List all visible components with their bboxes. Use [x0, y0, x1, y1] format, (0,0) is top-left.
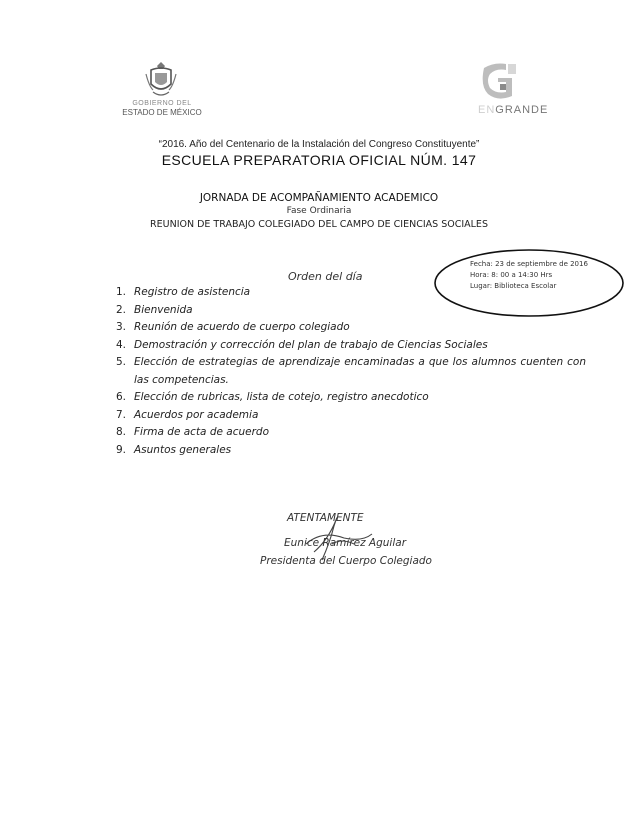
jornada-title: JORNADA DE ACOMPAÑAMIENTO ACADEMICO [199, 192, 439, 204]
state-crest-icon [143, 60, 179, 100]
brand-wordmark [478, 104, 548, 116]
agenda-list [116, 284, 586, 459]
info-fecha: Fecha: 23 de septiembre de 2016 [470, 260, 588, 268]
signer-name: Eunice Ramírez Aguilar [284, 537, 407, 549]
agenda-item: 7. Acuerdos por academia [116, 408, 259, 421]
fase-subtitle: Fase Ordinaria [286, 206, 352, 216]
agenda-item: 5. Elección de estrategias de aprendizaje encaminadas a que los alumnos cuenten con las competencias. [116, 356, 586, 386]
info-lugar: Lugar: Biblioteca Escolar [470, 282, 557, 290]
agenda-item: 2. Bienvenida [116, 303, 193, 316]
info-hora: Hora: 8: 00 a 14:30 Hrs [470, 271, 553, 279]
motto: “2016. Año del Centenario de la Instalación del Congreso Constituyente” [158, 139, 480, 150]
closing-atentamente: ATENTAMENTE [287, 512, 364, 524]
agenda-item: 4. Demostración y corrección del plan de trabajo de Ciencias Sociales [116, 338, 488, 351]
signer-role: Presidenta del Cuerpo Colegiado [260, 555, 432, 567]
gov-line2: ESTADO DE MÉXICO [122, 108, 202, 117]
agenda-item: 9. Asuntos generales [116, 443, 232, 456]
g-logo-icon [480, 60, 520, 102]
agenda-item: 1. Registro de asistencia [116, 286, 251, 298]
school-name: ESCUELA PREPARATORIA OFICIAL NÚM. 147 [161, 152, 477, 168]
agenda-item: 3. Reunión de acuerdo de cuerpo colegiado [116, 321, 350, 333]
agenda-item: 8. Firma de acta de acuerdo [116, 426, 270, 438]
agenda-item: 6. Elección de rubricas, lista de cotejo, registro anecdotico [116, 391, 429, 403]
brand-suffix: GRANDE [495, 104, 549, 116]
brand-prefix: EN [478, 104, 496, 116]
reunion-title: REUNION DE TRABAJO COLEGIADO DEL CAMPO DE CIENCIAS SOCIALES [150, 219, 488, 230]
gov-line1: GOBIERNO DEL [132, 100, 192, 107]
orden-title: Orden del día [288, 270, 363, 283]
